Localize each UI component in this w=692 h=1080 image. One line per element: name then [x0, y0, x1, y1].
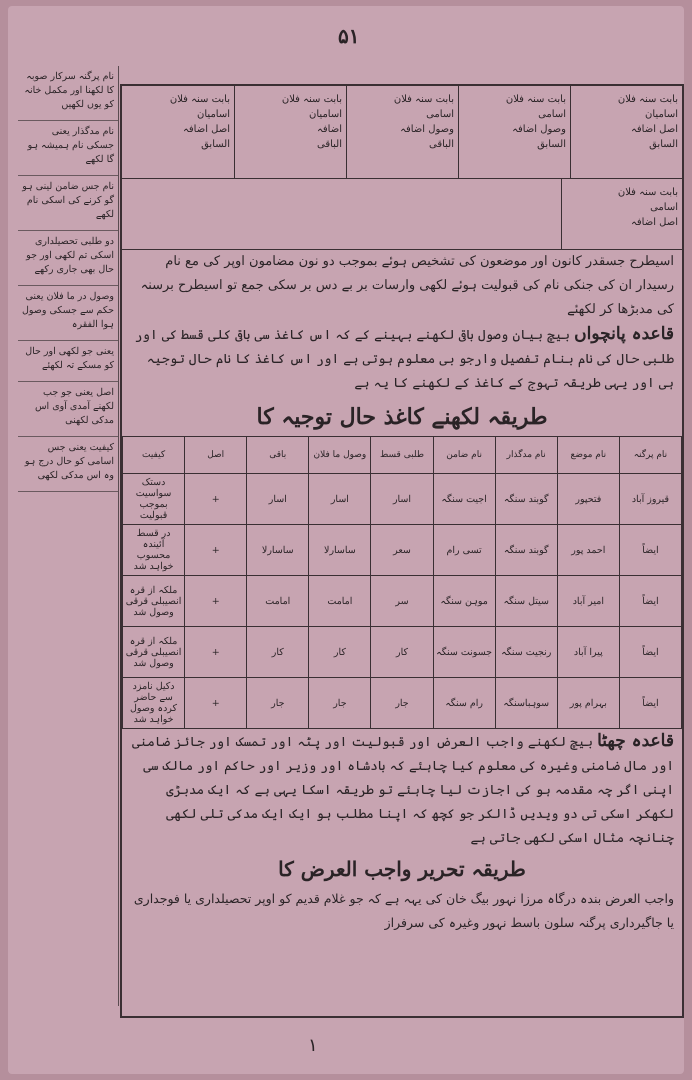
margin-note: کیفیت یعنی جس اسامی کو حال درج ہو وہ اس مدکی لکھی: [18, 437, 118, 492]
margin-notes: [18, 66, 119, 1006]
margin-note: یعنی جو لکھی اور حال کو مسکے تہ لکھئے: [18, 341, 118, 382]
table-row: ایضاً بہرام پور سوہباسنگہ رام سنگہ جار جار جار + دکیل نامزد سے حاضر کردہ وصول خواہد شد: [123, 678, 682, 729]
table-row: قیروز آباد فتحپور گوبند سنگہ اجیت سنگہ اسار اسار اسار + دستک سواسیت بموجب قبولیت: [123, 474, 682, 525]
column-header: نام مدگذار: [495, 437, 557, 474]
column-header: اصل: [185, 437, 247, 474]
margin-note: اصل یعنی جو جب لکھنے آمدی آوی اس مدکی لکھنی: [18, 382, 118, 437]
margin-note: نام پرگنہ سرکار صوبہ کا لکھنا اور مکمل خانہ کو یوں لکھیں: [18, 66, 118, 121]
table-header-row: [123, 437, 682, 474]
paragraph: اسیطرح جسقدر کانون اور موضعون کی تشخیص ہوئے بموجب دو نون مضامون اوپر کی مع نام رسیدار ان کی جنکی نام کی قبولیت ہوئے لکھی وارسات بر بے دس بر سکی جمع تو اسیطرح برسنہ کی مدبڑھا کر لکھئے: [140, 254, 674, 317]
table-row: ایضاً احمد پور گوبند سنگہ تسی رام سعر ساسارلا ساسارلا + در قسط آئیندہ محسوب خواہد شد: [123, 525, 682, 576]
page: [8, 6, 684, 1074]
year-cell: بابت سنہ فلان اسامیان اصل اضافہ السابق: [570, 86, 682, 178]
paragraph: قاعدہ پانچواں بیچ بیان وصول باقی لکھنے بہینے کے کہ اس کاغذ سی باقی کلی قسط کی اور طلبی حال کی نام بنام تفصیل وارجو بی معلوم ہوتی ہے اور اس کاغذ کا نام حال توجیہ ہی اور یہی طریقہ تہوج کے کاغذ کے لکھنے کا یہ ہے: [134, 324, 674, 391]
section-title: طریقہ لکھنے کاغذ حال توجیہ کا: [256, 404, 548, 430]
rule-heading: قاعدہ چھٹا: [597, 731, 674, 751]
column-header: باقی: [247, 437, 309, 474]
margin-note: نام مدگذار یعنی جسکی نام ہمیشہ ہو گا لکھے: [18, 121, 118, 176]
column-header: وصول ما فلان: [309, 437, 371, 474]
column-header: نام ضامن: [433, 437, 495, 474]
rule-heading: قاعدہ پانچواں: [574, 324, 674, 344]
year-cell: بابت سنہ فلان اسامی وصول اضافہ الباقی: [346, 86, 458, 178]
paragraph: قاعدہ چھٹا بیچ لکھنے واجب العرض اور قبولیت اور پٹہ اور تمسک اور جائز ضامنی اور مال ضامنی وغیرہ کی معلوم کیا چاہئے کہ بادشاہ اور وزیر اور حاکم اور مالک سی اپنی اگر چہ مقدمہ ہو کی اجازت لیا چاہئے تو طریقہ اسکا یہی ہے کہ ایک مدبڑی لکھکر اسکی تی دو ویدیں ڈالکر جو کچھ کہ اپنا مطلب ہو ایک ایک مدکی تلی لکھی چنانچہ مثال اسکی لکھی جاتی ہے: [132, 731, 674, 846]
margin-note: دو طلبی تحصیلداری اسکی تم لکھی اور جو حال بھی جاری رکھے: [18, 231, 118, 286]
form-title: طریقہ تحریر واجب العرض کا: [278, 857, 526, 881]
column-header: طلبی قسط: [371, 437, 433, 474]
margin-note: نام جس ضامن لینی ہو گو کرنے کی اسکی نام لکھے: [18, 176, 118, 231]
end-mark: ۱: [308, 1035, 318, 1056]
column-header: نام پرگنہ: [619, 437, 681, 474]
column-header: کیفیت: [123, 437, 185, 474]
year-cell: بابت سنہ فلان اسامیان اصل اضافہ السابق: [169, 94, 230, 150]
page-number: ۵۱: [338, 24, 360, 48]
column-header: نام موضع: [557, 437, 619, 474]
paragraph: واجب العرض بندہ درگاہ مرزا نہور بیگ خان کی یہہ ہے کہ جو غلام قدیم کو اوپر تحصیلداری یا فوجداری یا جاگیرداری پرگنہ سلون باسط نہور وغیرہ کی سرفراز: [133, 891, 674, 930]
year-cell: بابت سنہ فلان اسامی وصول اضافہ السابق: [458, 86, 570, 178]
table-row: ایضاً امیر آباد سیتل سنگہ موہن سنگہ سر امامت امامت + ملکہ از قرہ انصیبلی قرقی وصول شد: [123, 576, 682, 627]
year-sub-block: [122, 179, 682, 250]
table-row: ایضاً پیرا آباد رنجیت سنگہ جسونت سنگہ کار کار کار + ملکہ از قرہ انصیبلی قرقی وصول شد: [123, 627, 682, 678]
year-cell: بابت سنہ فلان اسامی اصل اضافہ: [561, 179, 682, 249]
data-table: [122, 436, 682, 729]
year-header-table: [122, 86, 682, 179]
margin-note: وصول در ما فلان یعنی حکم سے جسکی وصول ہوا الفقرہ: [18, 286, 118, 341]
main-content: [120, 84, 684, 1018]
year-cell: بابت سنہ فلان اسامیان اضافہ الباقی: [234, 86, 346, 178]
